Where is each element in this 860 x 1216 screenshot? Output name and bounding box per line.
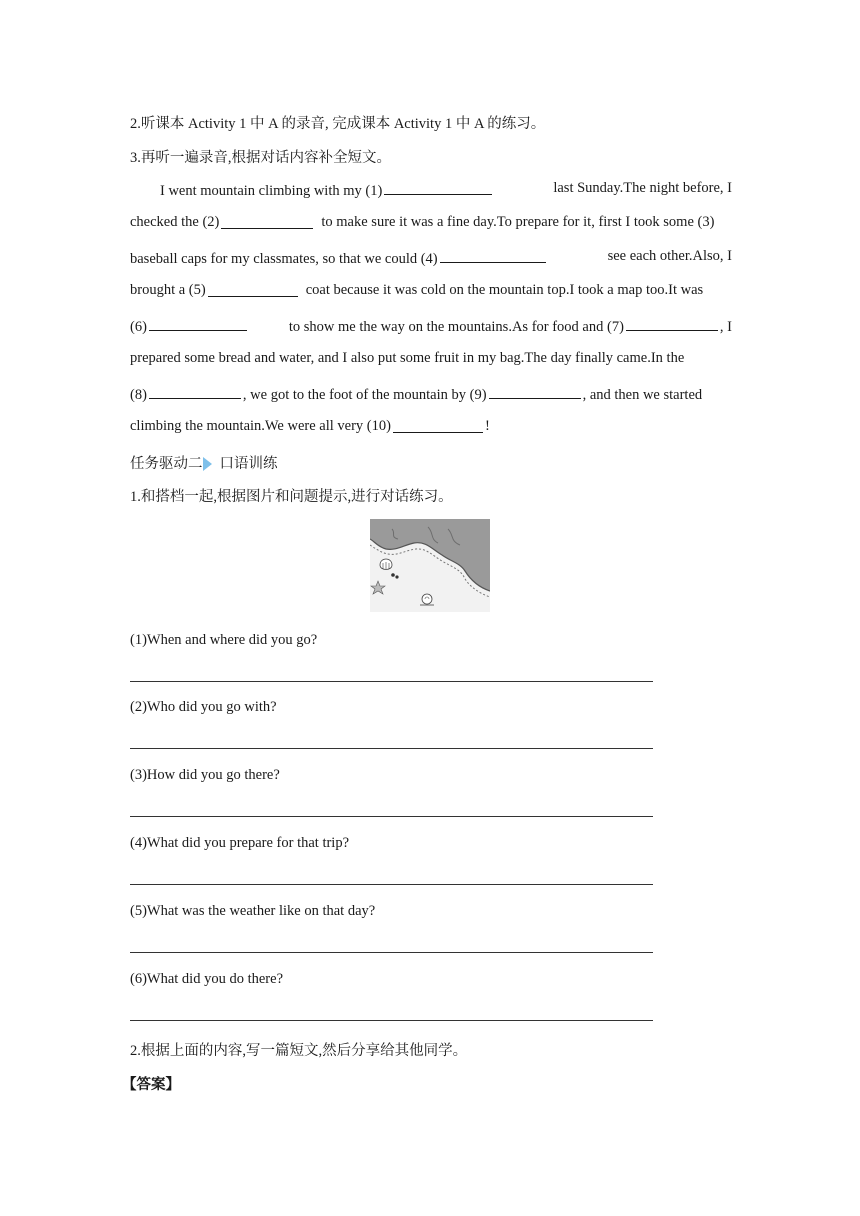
blank-6[interactable] xyxy=(149,316,247,331)
question: (2)Who did you go with? xyxy=(130,699,277,715)
question: (1)When and where did you go? xyxy=(130,632,318,648)
task2-item-2: 2.根据上面的内容,写一篇短文,然后分享给其他同学。 xyxy=(130,1043,468,1059)
blank-8[interactable] xyxy=(149,384,241,399)
question: (6)What did you do there? xyxy=(130,971,284,987)
answer-line[interactable] xyxy=(130,1020,653,1021)
blank-4[interactable] xyxy=(440,248,546,263)
answer-line[interactable] xyxy=(130,884,653,885)
shell-icon xyxy=(380,559,392,570)
question: (5)What was the weather like on that day? xyxy=(130,903,376,919)
passage-line: brought a (5) coat because it was cold on the mountain top.I took a map too.It was xyxy=(130,282,704,298)
task2-heading: 任务驱动二 口语训练 xyxy=(130,456,278,472)
answer-line[interactable] xyxy=(130,681,653,682)
passage-line: baseball caps for my classmates, so that we could (4) see each other.Also, I xyxy=(130,248,732,267)
passage-line: prepared some bread and water, and I also put some fruit in my bag.The day finally came.In the xyxy=(130,350,685,366)
question: (3)How did you go there? xyxy=(130,767,280,783)
blank-7[interactable] xyxy=(626,316,718,331)
question: (4)What did you prepare for that trip? xyxy=(130,835,350,851)
item-3: 3.再听一遍录音,根据对话内容补全短文。 xyxy=(130,150,391,166)
blank-1[interactable] xyxy=(384,180,492,195)
answer-line[interactable] xyxy=(130,748,653,749)
passage-line: climbing the mountain.We were all very (10) ! xyxy=(130,418,490,434)
beach-picture xyxy=(370,519,490,612)
passage-line: checked the (2) to make sure it was a fine day.To prepare for it, first I took some (3) xyxy=(130,214,715,230)
answer-line[interactable] xyxy=(130,816,653,817)
answer-heading: 【答案】 xyxy=(122,1077,180,1093)
blank-9[interactable] xyxy=(489,384,581,399)
blank-10[interactable] xyxy=(393,418,483,433)
blank-2[interactable] xyxy=(221,214,313,229)
answer-line[interactable] xyxy=(130,952,653,953)
arrow-icon xyxy=(203,457,212,471)
item-2: 2.听课本 Activity 1 中 A 的录音, 完成课本 Activity 1 中 A 的练习。 xyxy=(130,116,546,132)
passage-line: I went mountain climbing with my (1) last Sunday.The night before, I xyxy=(160,180,732,199)
passage-line: (8) , we got to the foot of the mountain by (9) , and then we started xyxy=(130,384,732,404)
blank-5[interactable] xyxy=(208,282,298,297)
passage-line: (6) to show me the way on the mountains.As for food and (7) , I xyxy=(130,316,732,336)
task2-item-1: 1.和搭档一起,根据图片和问题提示,进行对话练习。 xyxy=(130,489,453,505)
